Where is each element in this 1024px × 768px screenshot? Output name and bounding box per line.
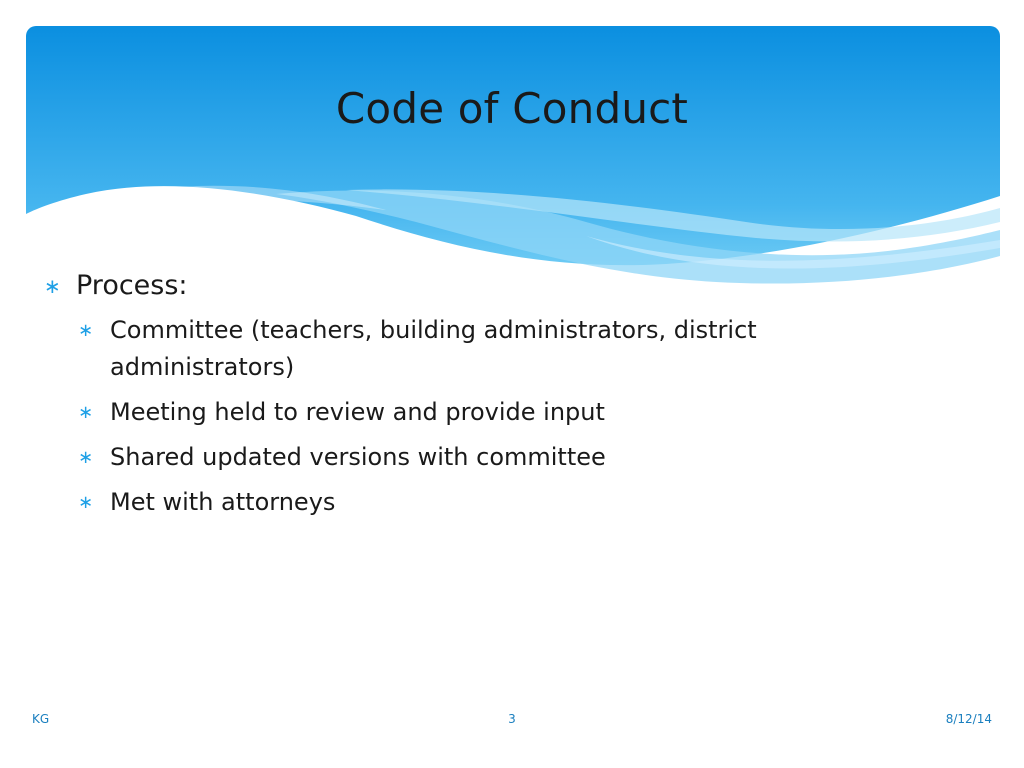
sub-bullet-attorneys: [78, 484, 944, 521]
header-banner: [26, 26, 1000, 288]
slide-content: [44, 266, 944, 529]
bullet-label: Process:: [76, 270, 188, 301]
footer-slide-number: 3: [508, 712, 516, 726]
sub-bullet-committee: [78, 312, 944, 386]
sub-bullet-meeting: [78, 394, 944, 431]
sub-bullet-text: Meeting held to review and provide input: [110, 398, 605, 426]
bullet-asterisk-icon: ∗: [78, 492, 94, 513]
bullet-asterisk-icon: ∗: [78, 447, 94, 468]
footer-author: KG: [32, 712, 50, 726]
footer-date: 8/12/14: [945, 712, 992, 726]
wave-decoration: [26, 26, 1000, 288]
bullet-process: [44, 266, 944, 306]
sub-bullet-shared-versions: [78, 439, 944, 476]
sub-bullet-text: Committee (teachers, building administrators, district administrators): [110, 316, 757, 381]
bullet-asterisk-icon: ∗: [44, 274, 61, 298]
sub-bullet-list: [44, 312, 944, 521]
sub-bullet-text: Met with attorneys: [110, 488, 336, 516]
bullet-asterisk-icon: ∗: [78, 402, 94, 423]
slide-title: Code of Conduct: [335, 84, 689, 133]
bullet-asterisk-icon: ∗: [78, 320, 94, 341]
sub-bullet-text: Shared updated versions with committee: [110, 443, 606, 471]
